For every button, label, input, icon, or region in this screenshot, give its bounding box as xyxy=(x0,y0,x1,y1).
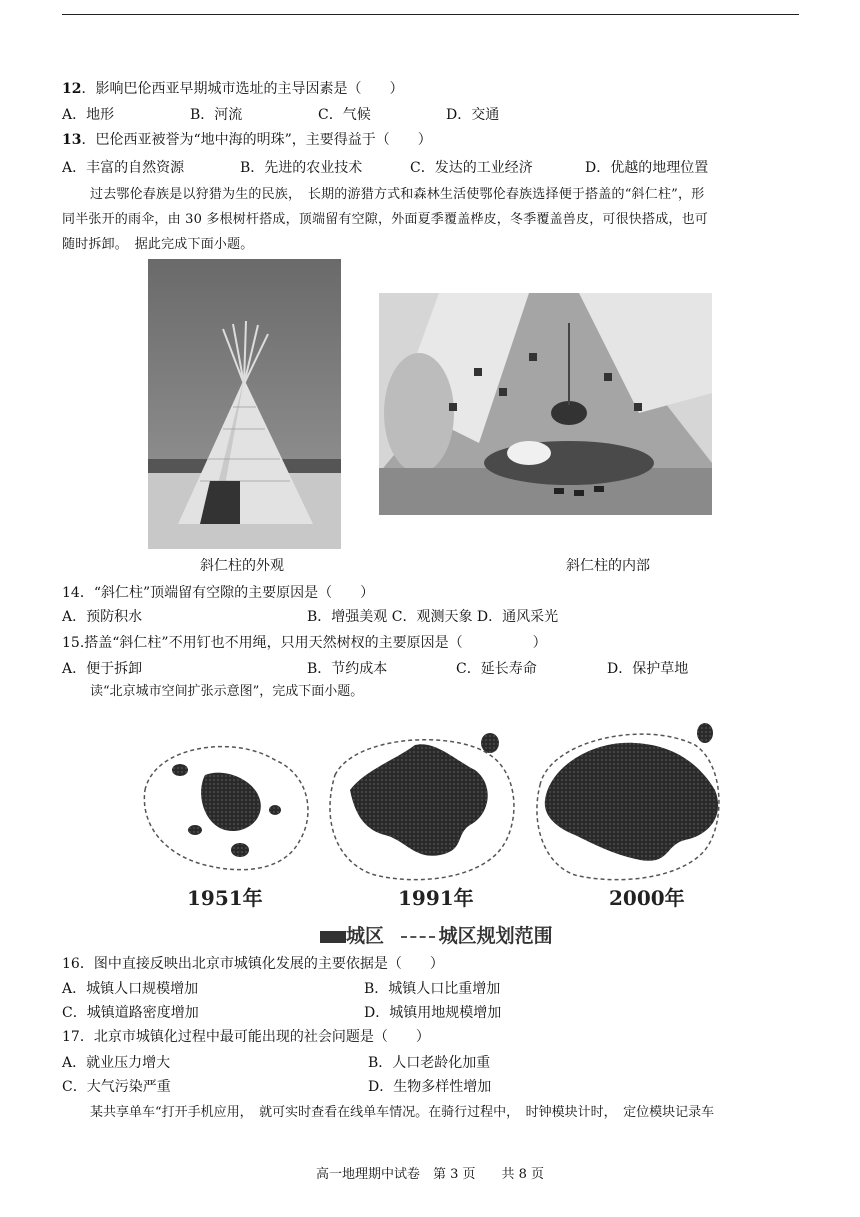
question-14: 14．“斜仁柱”顶端留有空隙的主要原因是（ ） xyxy=(62,585,375,601)
q15-option-a: A．便于拆卸 xyxy=(62,661,143,677)
q16-option-a: A．城镇人口规模增加 xyxy=(62,981,199,997)
q16-option-d: D．城镇用地规模增加 xyxy=(364,1005,502,1021)
question-16: 16．图中直接反映出北京市城镇化发展的主要依据是（ ） xyxy=(62,956,444,972)
year-label-1951: 1951年 xyxy=(187,886,263,910)
page-footer: 高一地理期中试卷 第 3 页 共 8 页 xyxy=(315,1167,545,1182)
q13-option-c: C．发达的工业经济 xyxy=(410,160,533,176)
exterior-caption: 斜仁柱的外观 xyxy=(200,558,284,574)
q12-option-b: B．河流 xyxy=(190,107,243,123)
q13-option-a: A．丰富的自然资源 xyxy=(62,160,185,176)
q14-option-a: A．预防积水 xyxy=(62,609,143,625)
legend-urban-swatch xyxy=(320,931,346,943)
q12-option-c: C．气候 xyxy=(318,107,371,123)
xierenzhu-interior-photo xyxy=(379,293,712,515)
q12-option-d: D．交通 xyxy=(446,107,500,123)
q15-option-c: C．延长寿命 xyxy=(456,661,537,677)
legend-planning-swatch xyxy=(401,936,435,938)
q17-option-d: D．生物多样性增加 xyxy=(368,1079,492,1095)
legend-urban-label: 城区 xyxy=(346,925,385,947)
q13-option-b: B．先进的农业技术 xyxy=(240,160,363,176)
q12-option-a: A．地形 xyxy=(62,107,115,123)
map-1991 xyxy=(330,733,514,880)
passage-bike-sharing: 某共享单车“打开手机应用， 就可实时查看在线单车情况。在骑行过程中， 时钟模块计时， 定位模块记录车 xyxy=(90,1105,715,1120)
q17-option-c: C．大气污染严重 xyxy=(62,1079,171,1095)
q17-option-a: A．就业压力增大 xyxy=(62,1055,171,1071)
q16-option-c: C．城镇道路密度增加 xyxy=(62,1005,199,1021)
q15-option-b: B．节约成本 xyxy=(307,661,388,677)
xierenzhu-exterior-photo xyxy=(148,259,341,549)
map-1951 xyxy=(144,747,308,870)
passage-line-1: 过去鄂伦春族是以狩猎为生的民族， 长期的游猎方式和森林生活使鄂伦春族选择便于搭盖的“斜仁柱”，形 xyxy=(90,187,705,202)
interior-caption: 斜仁柱的内部 xyxy=(566,558,650,574)
question-15: 15.搭盖“斜仁柱”不用钉也不用绳，只用天然树杈的主要原因是（ ） xyxy=(62,635,547,651)
q16-option-b: B．城镇人口比重增加 xyxy=(364,981,501,997)
map-legend xyxy=(320,921,553,948)
question-12: 12．影响巴伦西亚早期城市选址的主导因素是（ ） xyxy=(62,81,404,97)
map-2000 xyxy=(537,723,719,880)
passage-map-intro: 读“北京城市空间扩张示意图”，完成下面小题。 xyxy=(90,684,364,699)
header-rule xyxy=(62,14,799,15)
legend-planning-label: 城区规划范围 xyxy=(438,925,553,947)
passage-line-3: 随时拆卸。 据此完成下面小题。 xyxy=(62,237,254,252)
question-13: 13．巴伦西亚被誉为“地中海的明珠”，主要得益于（ ） xyxy=(62,132,432,148)
q17-option-b: B．人口老龄化加重 xyxy=(368,1055,491,1071)
passage-xierenzhu xyxy=(62,182,799,257)
q14-options-bcd: B．增强美观 C．观测天象 D．通风采光 xyxy=(307,609,559,625)
year-label-1991: 1991年 xyxy=(398,886,474,910)
beijing-expansion-map xyxy=(125,715,735,950)
q13-option-d: D．优越的地理位置 xyxy=(585,160,709,176)
q15-option-d: D．保护草地 xyxy=(607,661,689,677)
year-label-2000: 2000年 xyxy=(609,886,685,910)
passage-line-2: 同半张开的雨伞，由 30 多根树杆搭成，顶端留有空隙，外面夏季覆盖桦皮，冬季覆盖兽皮，可很快搭成，也可 xyxy=(62,212,709,227)
question-17: 17．北京市城镇化过程中最可能出现的社会问题是（ ） xyxy=(62,1029,430,1045)
